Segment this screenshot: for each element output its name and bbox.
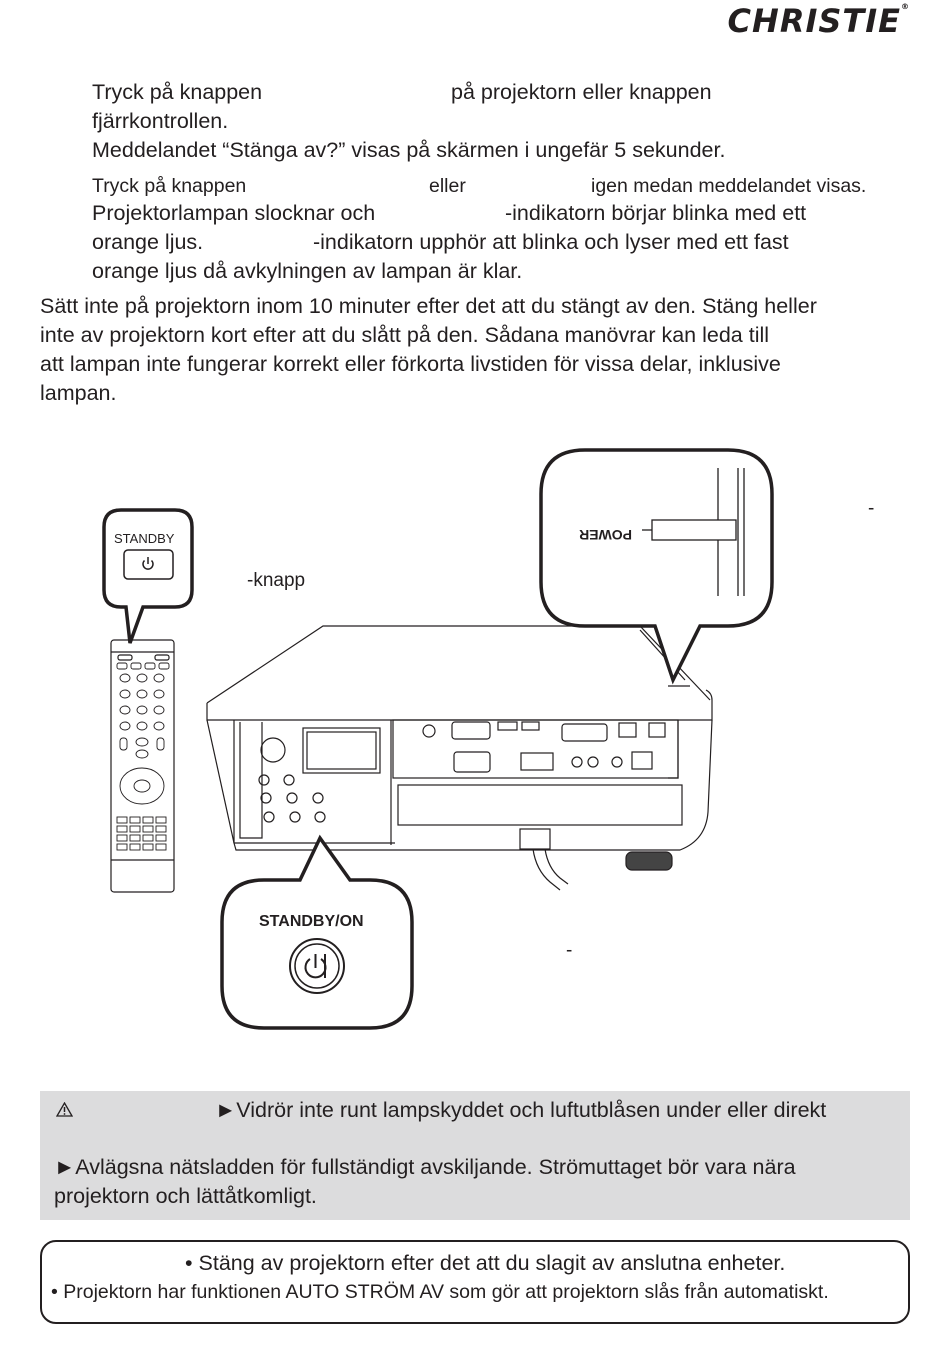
standby-on-label: STANDBY/ON bbox=[259, 913, 364, 930]
step1-text-a: Tryck på knappen bbox=[92, 80, 263, 104]
power-indicator bbox=[652, 520, 736, 540]
paragraph-line-1: Sätt inte på projektorn inom 10 minuter efter det att du stängt av den. Stäng heller bbox=[40, 294, 817, 318]
step2-text-b: eller bbox=[429, 175, 466, 197]
step2-text-a: Tryck på knappen bbox=[92, 175, 247, 197]
power-label: POWER bbox=[579, 527, 632, 543]
paragraph-line-4: lampan. bbox=[40, 381, 117, 405]
warning-line-1: ►Vidrör inte runt lampskyddet och luftutblåsen under eller direkt bbox=[215, 1098, 827, 1122]
bottom-dash: - bbox=[566, 940, 573, 961]
step2-text-c: igen medan meddelandet visas. bbox=[591, 175, 867, 197]
note-line-1: • Stäng av projektorn efter det att du slagit av anslutna enheter. bbox=[185, 1251, 786, 1275]
step2-text-f: orange ljus. bbox=[92, 230, 204, 254]
warning-triangle-icon bbox=[56, 1102, 73, 1117]
step2-text-h: orange ljus då avkylningen av lampan är klar. bbox=[92, 259, 523, 283]
step2-text-d: Projektorlampan slocknar och bbox=[92, 201, 376, 225]
paragraph-line-3: att lampan inte fungerar korrekt eller förkorta livstiden för vissa delar, inklusive bbox=[40, 352, 781, 376]
knapp-label: -knapp bbox=[247, 570, 306, 591]
note-box bbox=[40, 1240, 910, 1324]
paragraph-line-2: inte av projektorn kort efter att du slått på den. Sådana manövrar kan leda till bbox=[40, 323, 770, 347]
step2-text-e: -indikatorn börjar blinka med ett bbox=[505, 201, 807, 225]
note-line-2: • Projektorn har funktionen AUTO STRÖM AV som gör att projektorn slås från automatiskt. bbox=[51, 1281, 829, 1303]
projector-body bbox=[207, 626, 712, 890]
warning-line-2: ►Avlägsna nätsladden för fullständigt avskiljande. Strömuttaget bör vara nära bbox=[54, 1155, 796, 1179]
warning-line-3: projektorn och lättåtkomligt. bbox=[54, 1184, 317, 1208]
step2-text-g: -indikatorn upphör att blinka och lyser med ett fast bbox=[313, 230, 789, 254]
standby-label: STANDBY bbox=[114, 531, 175, 546]
standby-on-callout bbox=[222, 838, 412, 1028]
power-dash: - bbox=[868, 498, 875, 519]
step1-text-b: på projektorn eller knappen bbox=[451, 80, 712, 104]
step1-text-d: Meddelandet “Stänga av?” visas på skärmen i ungefär 5 sekunder. bbox=[92, 138, 726, 162]
brand-logo: CHRISTIE® bbox=[727, 2, 910, 40]
warning-box bbox=[40, 1091, 910, 1220]
standby-remote-button bbox=[124, 550, 173, 579]
remote-control bbox=[111, 640, 174, 892]
step1-text-c: fjärrkontrollen. bbox=[92, 109, 229, 133]
